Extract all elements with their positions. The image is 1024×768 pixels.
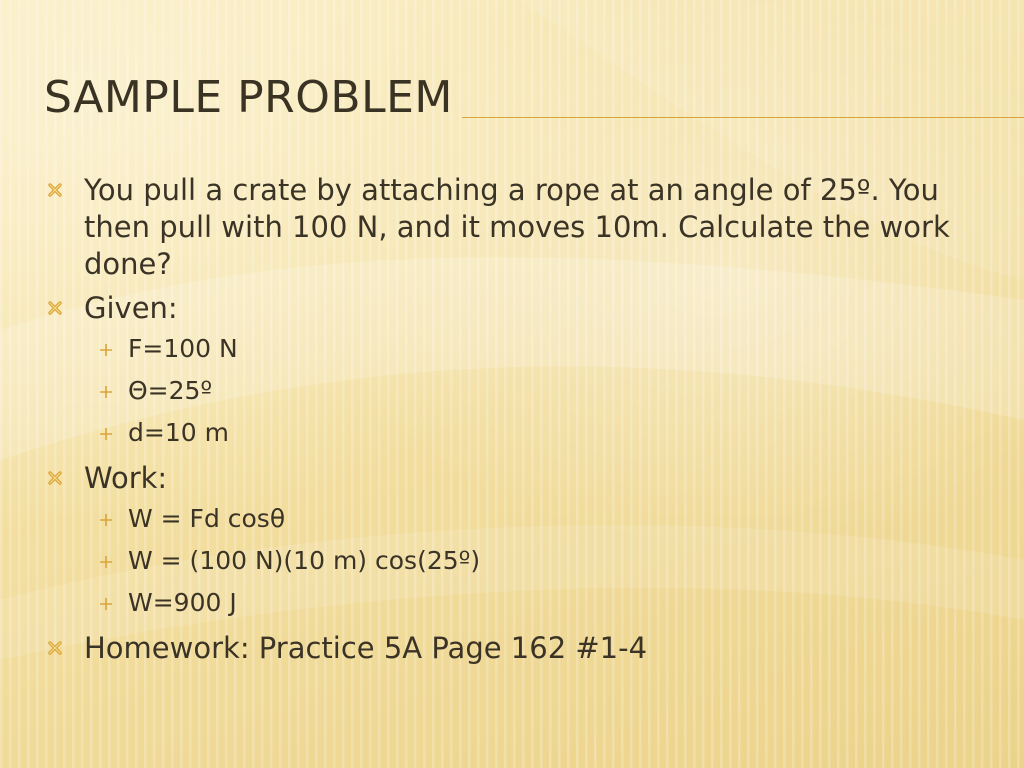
plus-bullet-icon [99, 555, 113, 569]
bullet-text: Given: [84, 291, 178, 325]
sub-bullet-angle [44, 376, 994, 406]
sub-bullet-result [44, 588, 994, 618]
slide-content [44, 172, 994, 674]
bullet-text: Work: [84, 461, 168, 495]
bullet-problem [44, 172, 994, 283]
sub-bullet-formula [44, 504, 994, 534]
sub-bullet-text: F=100 N [128, 334, 238, 363]
sub-bullet-substitution [44, 546, 994, 576]
sub-bullet-text: d=10 m [128, 418, 229, 447]
cross-bullet-icon [47, 300, 63, 316]
sub-bullet-text: Θ=25º [128, 376, 213, 405]
plus-bullet-icon [99, 427, 113, 441]
plus-bullet-icon [99, 597, 113, 611]
bullet-text: Homework: Practice 5A Page 162 #1-4 [84, 631, 648, 665]
sub-bullet-text: W=900 J [128, 588, 237, 617]
title-underline [462, 117, 1024, 118]
sub-bullet-force [44, 334, 994, 364]
bullet-homework [44, 630, 994, 667]
sub-bullet-text: W = Fd cosθ [128, 504, 286, 533]
bullet-text: You pull a crate by attaching a rope at an angle of 25º. You then pull with 100 N, and it moves 10m. Calculate the work done? [84, 173, 950, 281]
cross-bullet-icon [47, 470, 63, 486]
plus-bullet-icon [99, 513, 113, 527]
bullet-given [44, 290, 994, 327]
plus-bullet-icon [99, 385, 113, 399]
cross-bullet-icon [47, 182, 63, 198]
sub-bullet-text: W = (100 N)(10 m) cos(25º) [128, 546, 481, 575]
sub-bullet-distance [44, 418, 994, 448]
plus-bullet-icon [99, 343, 113, 357]
bullet-work [44, 460, 994, 497]
slide-title: SAMPLE PROBLEM [44, 72, 453, 123]
cross-bullet-icon [47, 640, 63, 656]
